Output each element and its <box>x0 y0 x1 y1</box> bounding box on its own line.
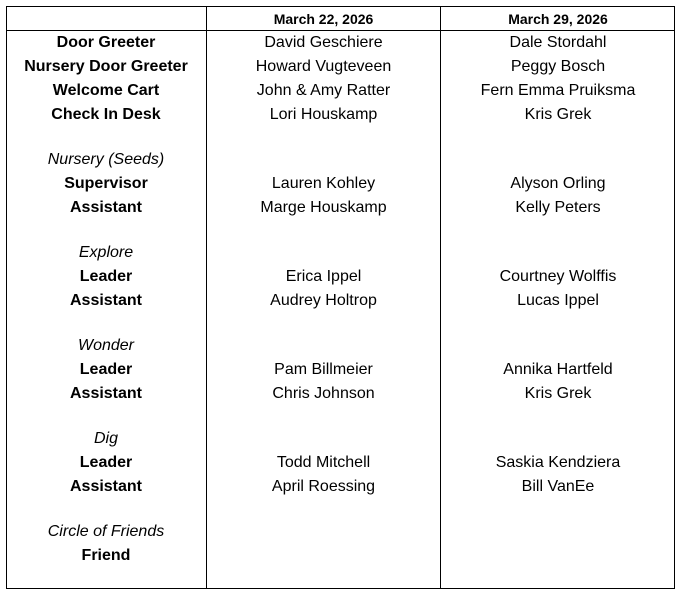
assignee-week-1: Howard Vugteveen <box>255 58 392 75</box>
role-label: Assistant <box>69 478 143 495</box>
assignee-week-2: Kelly Peters <box>515 199 601 216</box>
role-label: Leader <box>79 454 133 471</box>
section-label: Circle of Friends <box>47 523 165 540</box>
assignee-week-2: Annika Hartfeld <box>503 361 613 378</box>
role-label: Assistant <box>69 292 143 309</box>
section-label: Explore <box>78 244 134 261</box>
assignee-week-2: Lucas Ippel <box>517 292 599 309</box>
date-header-2: March 29, 2026 <box>508 11 608 27</box>
role-label: Nursery Door Greeter <box>24 58 188 75</box>
assignee-week-2: Bill VanEe <box>521 478 595 495</box>
role-label: Assistant <box>69 199 143 216</box>
role-label: Check In Desk <box>51 106 161 123</box>
assignee-week-1: April Roessing <box>271 478 376 495</box>
assignee-week-1: David Geschiere <box>264 34 383 51</box>
assignee-week-2: Peggy Bosch <box>510 58 606 75</box>
assignee-week-1: Audrey Holtrop <box>270 292 377 309</box>
section-label: Nursery (Seeds) <box>47 151 165 168</box>
role-label: Assistant <box>69 385 143 402</box>
assignee-week-1: John & Amy Ratter <box>256 82 391 99</box>
role-label: Supervisor <box>64 175 148 192</box>
assignee-week-2: Dale Stordahl <box>509 34 607 51</box>
assignee-week-1: Todd Mitchell <box>276 454 371 471</box>
role-label: Welcome Cart <box>52 82 160 99</box>
role-label: Leader <box>79 268 133 285</box>
role-label: Friend <box>81 547 131 564</box>
assignee-week-1: Marge Houskamp <box>260 199 387 216</box>
date-header-1: March 22, 2026 <box>273 11 374 27</box>
section-label: Dig <box>93 430 118 447</box>
assignee-week-1: Chris Johnson <box>272 385 375 402</box>
role-label: Door Greeter <box>56 34 156 51</box>
assignee-week-2: Kris Grek <box>524 106 592 123</box>
assignee-week-1: Erica Ippel <box>285 268 362 285</box>
role-label: Leader <box>79 361 133 378</box>
section-label: Wonder <box>77 337 135 354</box>
assignee-week-1: Lori Houskamp <box>269 106 378 123</box>
assignee-week-2: Saskia Kendziera <box>495 454 621 471</box>
assignee-week-1: Pam Billmeier <box>274 361 373 378</box>
assignee-week-2: Alyson Orling <box>510 175 606 192</box>
assignee-week-1: Lauren Kohley <box>271 175 376 192</box>
assignee-week-2: Kris Grek <box>524 385 592 402</box>
assignee-week-2: Fern Emma Pruiksma <box>480 82 636 99</box>
assignee-week-2: Courtney Wolffis <box>499 268 617 285</box>
